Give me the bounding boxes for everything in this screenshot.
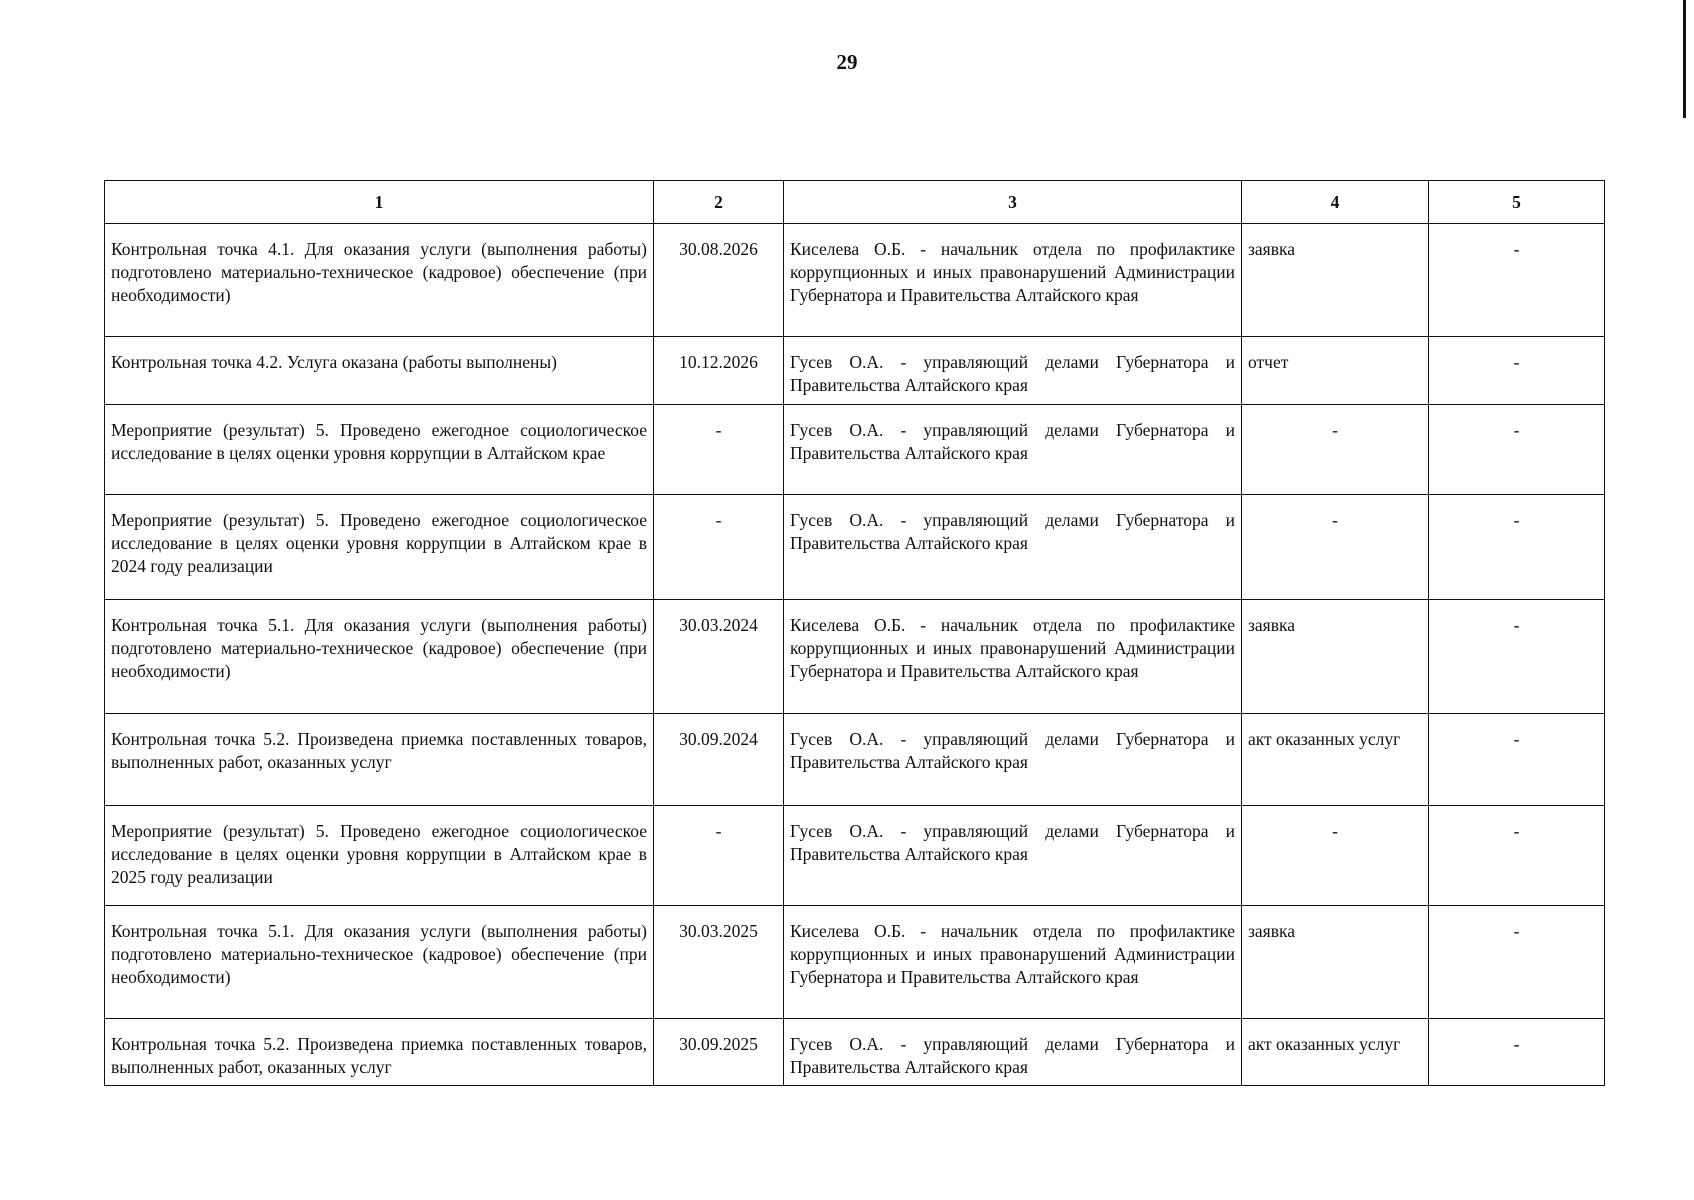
responsible-person: Гусев О.А. - управляющий делами Губернатора и Правительства Алтайского края — [784, 337, 1242, 405]
column-5-value: - — [1429, 906, 1605, 1019]
deadline-date: - — [654, 806, 784, 906]
column-5-value: - — [1429, 224, 1605, 337]
event-description: Контрольная точка 4.2. Услуга оказана (работы выполнены) — [105, 337, 654, 405]
deadline-date: 30.03.2024 — [654, 600, 784, 714]
document-type: акт оказанных услуг — [1242, 1019, 1429, 1086]
deadline-date: 30.09.2024 — [654, 714, 784, 806]
deadline-date: 30.09.2025 — [654, 1019, 784, 1086]
table-row — [105, 806, 1605, 906]
table-row — [105, 495, 1605, 600]
deadline-date: 30.08.2026 — [654, 224, 784, 337]
document-type: заявка — [1242, 600, 1429, 714]
column-header-5: 5 — [1429, 181, 1605, 224]
table-row — [105, 405, 1605, 495]
column-5-value: - — [1429, 405, 1605, 495]
responsible-person: Гусев О.А. - управляющий делами Губернатора и Правительства Алтайского края — [784, 714, 1242, 806]
event-description: Мероприятие (результат) 5. Проведено ежегодное социологическое исследование в целях оценки уровня коррупции в Алтайском крае в 2025 году реализации — [105, 806, 654, 906]
event-description: Мероприятие (результат) 5. Проведено ежегодное социологическое исследование в целях оценки уровня коррупции в Алтайском крае в 2024 году реализации — [105, 495, 654, 600]
table-row — [105, 600, 1605, 714]
deadline-date: 30.03.2025 — [654, 906, 784, 1019]
table-row — [105, 337, 1605, 405]
document-type: - — [1242, 405, 1429, 495]
event-description: Контрольная точка 5.2. Произведена приемка поставленных товаров, выполненных работ, оказанных услуг — [105, 1019, 654, 1086]
responsible-person: Гусев О.А. - управляющий делами Губернатора и Правительства Алтайского края — [784, 1019, 1242, 1086]
margin-rule — [1683, 0, 1686, 118]
document-type: - — [1242, 495, 1429, 600]
column-header-2: 2 — [654, 181, 784, 224]
plan-table — [104, 180, 1605, 1086]
table-row — [105, 714, 1605, 806]
column-5-value: - — [1429, 337, 1605, 405]
column-5-value: - — [1429, 600, 1605, 714]
column-5-value: - — [1429, 495, 1605, 600]
column-header-3: 3 — [784, 181, 1242, 224]
header-row — [105, 181, 1605, 224]
event-description: Контрольная точка 5.1. Для оказания услуги (выполнения работы) подготовлено материально-техническое (кадровое) обеспечение (при необходимости) — [105, 600, 654, 714]
document-type: отчет — [1242, 337, 1429, 405]
responsible-person: Гусев О.А. - управляющий делами Губернатора и Правительства Алтайского края — [784, 405, 1242, 495]
column-5-value: - — [1429, 1019, 1605, 1086]
document-type: - — [1242, 806, 1429, 906]
document-type: заявка — [1242, 906, 1429, 1019]
responsible-person: Гусев О.А. - управляющий делами Губернатора и Правительства Алтайского края — [784, 495, 1242, 600]
table-row — [105, 906, 1605, 1019]
column-5-value: - — [1429, 806, 1605, 906]
responsible-person: Киселева О.Б. - начальник отдела по профилактике коррупционных и иных правонарушений Администрации Губернатора и Правительства Алтайского края — [784, 224, 1242, 337]
deadline-date: 10.12.2026 — [654, 337, 784, 405]
deadline-date: - — [654, 495, 784, 600]
event-description: Мероприятие (результат) 5. Проведено ежегодное социологическое исследование в целях оценки уровня коррупции в Алтайском крае — [105, 405, 654, 495]
responsible-person: Киселева О.Б. - начальник отдела по профилактике коррупционных и иных правонарушений Администрации Губернатора и Правительства Алтайского края — [784, 906, 1242, 1019]
responsible-person: Киселева О.Б. - начальник отдела по профилактике коррупционных и иных правонарушений Администрации Губернатора и Правительства Алтайского края — [784, 600, 1242, 714]
responsible-person: Гусев О.А. - управляющий делами Губернатора и Правительства Алтайского края — [784, 806, 1242, 906]
event-description: Контрольная точка 4.1. Для оказания услуги (выполнения работы) подготовлено материально-техническое (кадровое) обеспечение (при необходимости) — [105, 224, 654, 337]
column-5-value: - — [1429, 714, 1605, 806]
deadline-date: - — [654, 405, 784, 495]
document-type: заявка — [1242, 224, 1429, 337]
column-header-4: 4 — [1242, 181, 1429, 224]
column-header-1: 1 — [105, 181, 654, 224]
table-row — [105, 224, 1605, 337]
document-type: акт оказанных услуг — [1242, 714, 1429, 806]
page-number: 29 — [836, 50, 858, 74]
event-description: Контрольная точка 5.1. Для оказания услуги (выполнения работы) подготовлено материально-техническое (кадровое) обеспечение (при необходимости) — [105, 906, 654, 1019]
table-row — [105, 1019, 1605, 1086]
event-description: Контрольная точка 5.2. Произведена приемка поставленных товаров, выполненных работ, оказанных услуг — [105, 714, 654, 806]
